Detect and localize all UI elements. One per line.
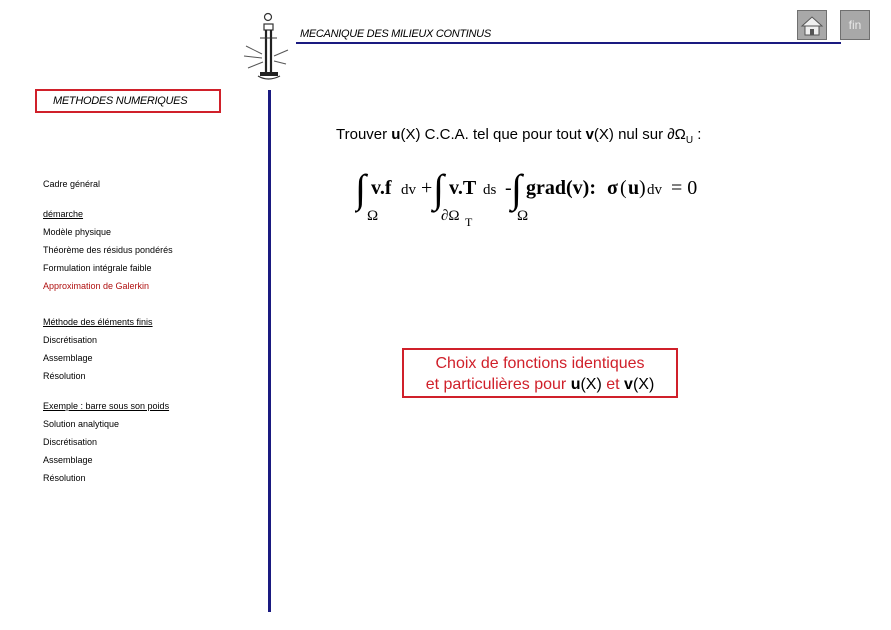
nav-item-resolution-2[interactable]: Résolution [43,473,86,483]
home-icon [798,11,826,39]
nav-item-solution-analytique[interactable]: Solution analytique [43,419,120,429]
sigma-symbol: σ [607,177,618,199]
term-v-dot-f: v.f [371,177,392,199]
measure-dv-2: dv [647,182,662,198]
minus-sign: - [505,177,512,199]
equals-zero: = 0 [671,177,698,199]
domain-omega-3: Ω [517,208,529,224]
term-u: u [628,177,640,199]
home-button[interactable] [797,10,827,40]
nav-item-resolution[interactable]: Résolution [43,371,86,381]
choice-line-2: et particulières pour u(X) et v(X) [425,376,655,393]
term-grad-v: grad(v): [526,177,596,199]
nav-item-assemblage[interactable]: Assemblage [43,353,93,363]
paren-close: ) [639,177,646,199]
boundary-omega-t: ∂Ω [441,208,460,224]
domain-omega-1: Ω [367,208,379,224]
weak-form-equation [355,160,735,230]
nav-item-elements-finis[interactable]: Méthode des éléments finis [43,317,153,327]
integral-sign-3: ∫ [511,166,522,211]
choice-line-1: Choix de fonctions identiques [435,355,645,372]
paren-open: ( [620,177,627,199]
vertical-divider [268,90,271,612]
integral-sign-2: ∫ [433,166,444,211]
plus-sign: + [421,177,433,199]
header-title: MECANIQUE DES MILIEUX CONTINUS [300,28,491,40]
measure-ds: ds [483,182,497,198]
nav-item-galerkin[interactable]: Approximation de Galerkin [43,281,150,291]
problem-statement: Trouver u(X) C.C.A. tel que pour tout v(X) nul sur $\partial\Omega_U$ : [336,126,702,146]
nav-item-discretisation[interactable]: Discrétisation [43,335,98,345]
boundary-sub-t: T [465,215,473,229]
nav-item-cadre-general[interactable]: Cadre général [43,179,101,189]
logo-icon [236,10,292,86]
galerkin-choice-box [402,348,678,398]
nav-item-modele-physique[interactable]: Modèle physique [43,227,112,237]
section-title: METHODES NUMERIQUES [35,89,221,113]
integral-sign-1: ∫ [355,166,366,211]
nav-item-demarche[interactable]: démarche [43,209,84,219]
nav-item-residus-ponderes[interactable]: Théorème des résidus pondérés [43,245,173,255]
nav-item-exemple-barre[interactable]: Exemple : barre sous son poids [43,401,170,411]
nav-item-formulation-faible[interactable]: Formulation intégrale faible [43,263,152,273]
measure-dv-1: dv [401,182,416,198]
header-divider [296,42,841,44]
term-v-dot-t: v.T [449,177,477,199]
fin-button[interactable]: fin [840,10,870,40]
nav-item-assemblage-2[interactable]: Assemblage [43,455,93,465]
nav-item-discretisation-2[interactable]: Discrétisation [43,437,98,447]
